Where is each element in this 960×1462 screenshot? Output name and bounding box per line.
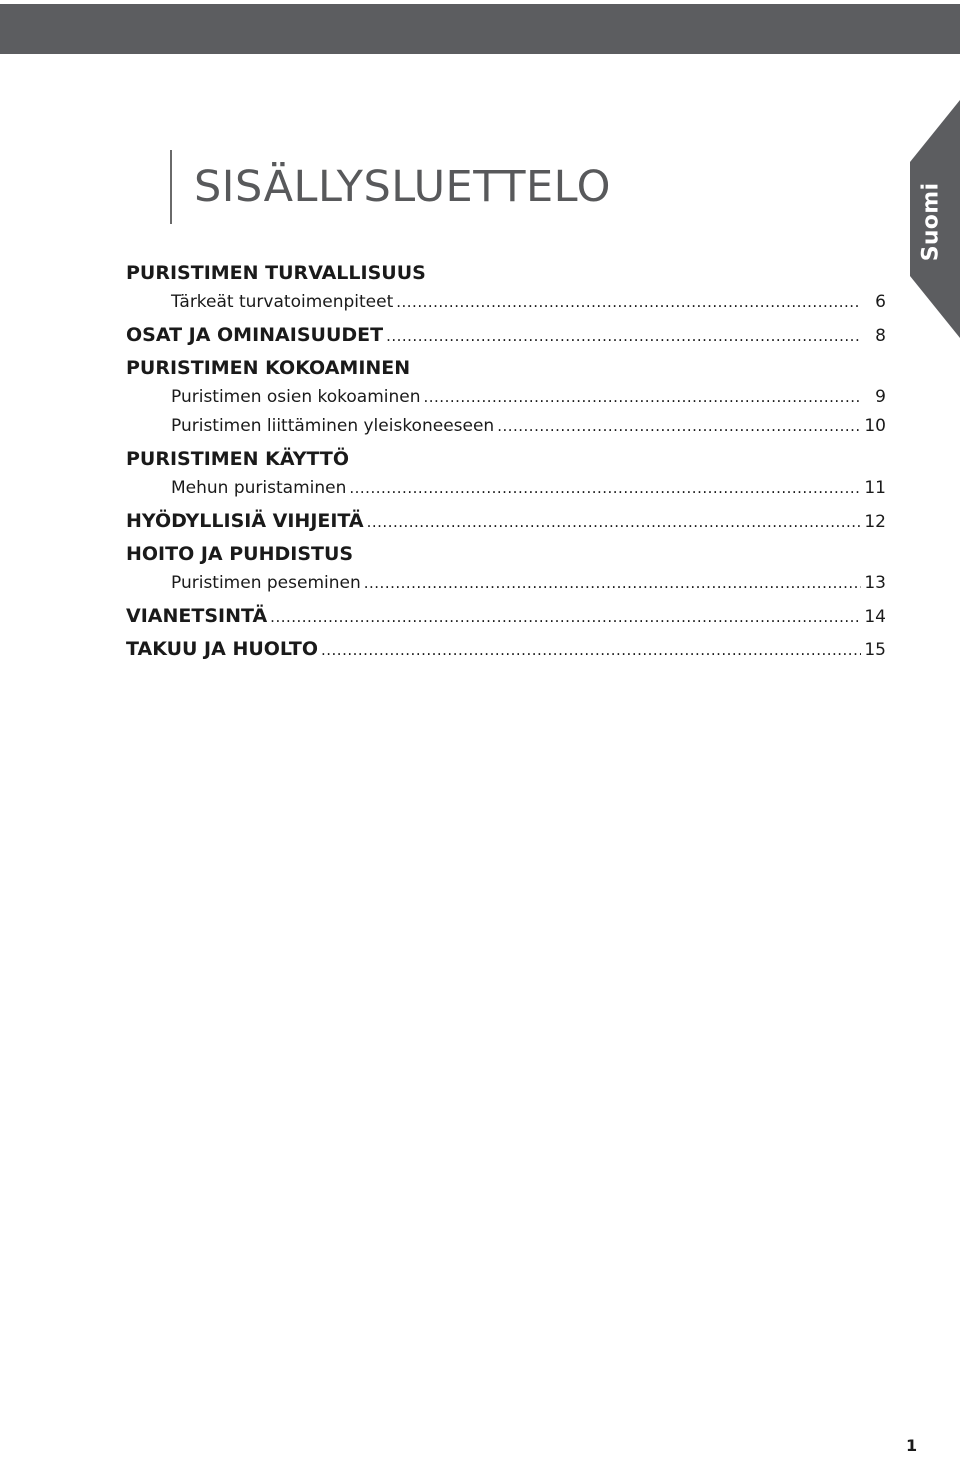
toc-section-care-cleaning[interactable] xyxy=(126,539,886,569)
toc-entry-important-safeguards[interactable] xyxy=(126,288,886,317)
toc-label: Puristimen peseminen xyxy=(171,573,361,593)
toc-label: TAKUU JA HUOLTO xyxy=(126,638,318,660)
toc-section-safety[interactable] xyxy=(126,258,886,288)
dot-leader xyxy=(396,288,861,317)
toc-label: Mehun puristaminen xyxy=(171,478,347,498)
toc-label: HOITO JA PUHDISTUS xyxy=(126,543,354,565)
toc-page-number: 15 xyxy=(864,640,886,660)
toc-page-number: 12 xyxy=(864,512,886,532)
toc-label: Puristimen liittäminen yleiskoneeseen xyxy=(171,416,495,436)
toc-entry-washing[interactable] xyxy=(126,569,886,598)
toc-page-number: 9 xyxy=(875,387,886,407)
toc-label: HYÖDYLLISIÄ VIHJEITÄ xyxy=(126,510,364,532)
toc-entry-assembling-parts[interactable] xyxy=(126,383,886,412)
dot-leader xyxy=(349,474,861,503)
dot-leader xyxy=(424,383,862,412)
toc-label: Tärkeät turvatoimenpiteet xyxy=(171,292,394,312)
dot-leader xyxy=(367,507,861,537)
toc-page-number: 6 xyxy=(875,292,886,312)
toc-label: PURISTIMEN KOKOAMINEN xyxy=(126,357,411,379)
toc-section-usage[interactable] xyxy=(126,444,886,474)
toc-entry-juicing[interactable] xyxy=(126,474,886,503)
toc-section-troubleshooting[interactable] xyxy=(126,601,886,631)
toc-label: OSAT JA OMINAISUUDET xyxy=(126,324,384,346)
toc-label: PURISTIMEN TURVALLISUUS xyxy=(126,262,426,284)
toc-entry-attaching-mixer[interactable] xyxy=(126,412,886,441)
dot-leader xyxy=(386,321,861,351)
table-of-contents xyxy=(126,258,886,664)
toc-label: PURISTIMEN KÄYTTÖ xyxy=(126,448,350,470)
toc-label: Puristimen osien kokoaminen xyxy=(171,387,421,407)
footer-page-number: 1 xyxy=(906,1436,918,1455)
toc-page-number: 11 xyxy=(864,478,886,498)
toc-page-number: 10 xyxy=(864,416,886,436)
toc-label: VIANETSINTÄ xyxy=(126,605,268,627)
toc-section-warranty[interactable] xyxy=(126,634,886,664)
title-rule xyxy=(170,150,172,224)
toc-section-tips[interactable] xyxy=(126,506,886,536)
dot-leader xyxy=(497,412,861,441)
top-bar xyxy=(0,4,960,54)
dot-leader xyxy=(364,569,861,598)
language-tab-label: Suomi xyxy=(918,182,944,262)
toc-page-number: 13 xyxy=(864,573,886,593)
toc-section-assembly[interactable] xyxy=(126,353,886,383)
toc-page-number: 14 xyxy=(864,607,886,627)
toc-section-parts-features[interactable] xyxy=(126,320,886,350)
dot-leader xyxy=(321,635,861,665)
toc-page-number: 8 xyxy=(875,326,886,346)
page-title: SISÄLLYSLUETTELO xyxy=(194,162,611,212)
dot-leader xyxy=(270,602,861,632)
